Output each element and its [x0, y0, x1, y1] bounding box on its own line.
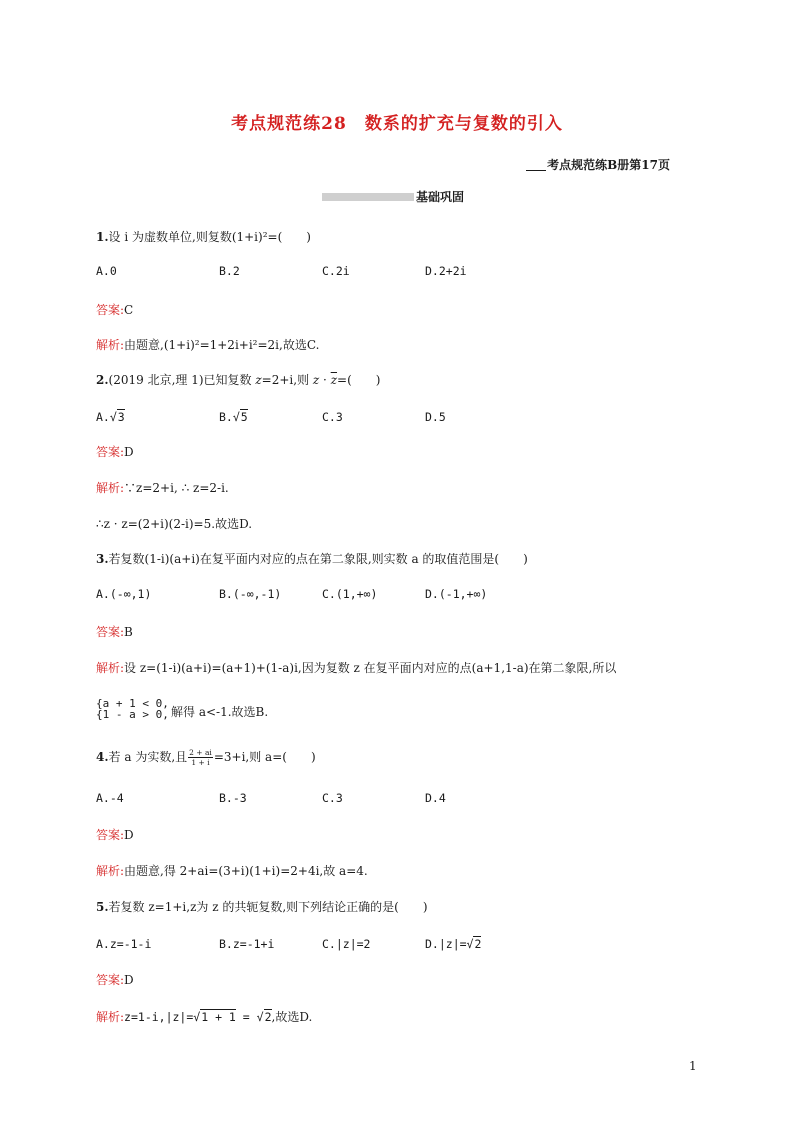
sqrt-sign: √ [193, 1010, 201, 1024]
question-stem: 若复数(1-i)(a+i)在复平面内对应的点在第二象限,则实数 a 的取值范围是( ) [108, 552, 528, 566]
answer-value: C [124, 303, 134, 317]
option-b: B.(-∞,-1) [219, 587, 282, 601]
analysis-label: 解析: [96, 661, 125, 675]
analysis-5 [96, 1008, 312, 1025]
option-d: D.5 [425, 410, 446, 424]
question-number: 5. [96, 900, 109, 914]
option-letter: B. [219, 410, 233, 424]
question-stem: 若复数 z=1+i,z为 z 的共轭复数,则下列结论正确的是( ) [108, 900, 428, 914]
option-c: C.(1,+∞) [322, 587, 378, 601]
question-3 [96, 550, 528, 567]
analysis-label: 解析: [96, 481, 125, 495]
question-number: 2. [96, 373, 109, 387]
answer-label: 答案: [96, 828, 125, 842]
analysis-text: 由题意,得 2+ai=(3+i)(1+i)=2+4i,故 a=4. [124, 864, 368, 878]
radicand: 1 + 1 [201, 1010, 236, 1024]
option-c: C.3 [322, 791, 343, 805]
analysis-label: 解析: [96, 338, 125, 352]
answer-value: B [124, 625, 133, 639]
option-a: A.(-∞,1) [96, 587, 152, 601]
reference-underline [526, 170, 546, 171]
option-a: A.z=-1-i [96, 937, 152, 951]
section-title: 基础巩固 [416, 190, 465, 204]
analysis-1 [96, 336, 319, 353]
system-line-1: {a + 1 < 0, [96, 697, 169, 710]
option-b: B.√5 [219, 410, 248, 424]
question-4 [96, 748, 316, 767]
radicand: 2 [474, 937, 482, 951]
answer-1 [96, 301, 133, 318]
answer-3 [96, 623, 133, 640]
fraction-numerator: 2 + ai [189, 748, 212, 757]
workbook-reference [526, 156, 670, 173]
answer-label: 答案: [96, 303, 125, 317]
fraction [188, 748, 213, 767]
option-c: C.3 [322, 410, 343, 424]
equals-sign: = [235, 1010, 257, 1024]
sqrt-sign: √ [256, 1010, 264, 1024]
option-d: D.(-1,+∞) [425, 587, 488, 601]
option-c: C.|z|=2 [322, 937, 371, 951]
question-1 [96, 228, 311, 245]
analysis-text: 设 z=(1-i)(a+i)=(a+1)+(1-a)i,因为复数 z 在复平面内对应的点(a+1,1-a)在第二象限,所以 [124, 661, 617, 675]
question-number: 1. [96, 230, 109, 244]
question-5 [96, 898, 428, 915]
option-b: B.-3 [219, 791, 247, 805]
reference-text: 考点规范练B册第17页 [547, 158, 670, 172]
analysis-3 [96, 659, 616, 676]
answer-value: D [124, 828, 134, 842]
option-d: D.|z|=√2 [425, 937, 482, 951]
option-b: B.2 [219, 264, 240, 278]
page-title: 考点规范练28 数系的扩充与复数的引入 [231, 114, 563, 134]
question-2: 2.(2019 北京,理 1)已知复数 z=2+i,则 $z \cdot \overline{z}=$( ) [96, 373, 381, 387]
fraction-denominator: 1 + i [191, 758, 210, 767]
option-a: A.√3 [96, 410, 125, 424]
variable-z: z [312, 373, 320, 387]
analysis-conclusion: ,故选D. [271, 1010, 313, 1024]
answer-value: D [124, 973, 134, 987]
question-stem-part: =( ) [337, 373, 381, 387]
analysis-label: 解析: [96, 864, 125, 878]
answer-4 [96, 826, 134, 843]
radicand: 3 [117, 410, 125, 424]
answer-2 [96, 443, 134, 460]
variable-z: z [255, 373, 262, 387]
answer-label: 答案: [96, 625, 125, 639]
question-stem-part: =2+i,则 [261, 373, 310, 387]
question-number: 3. [96, 552, 109, 566]
option-letter: A. [96, 410, 110, 424]
option-b: B.z=-1+i [219, 937, 275, 951]
radicand: 5 [240, 410, 248, 424]
option-d: D.4 [425, 791, 446, 805]
analysis-text: ∵z=2+i, ∴ z=2-i. [124, 481, 229, 495]
analysis-text: z=1-i,|z|= [124, 1010, 194, 1024]
inequality-system [96, 698, 169, 720]
option-c: C.2i [322, 264, 350, 278]
option-a: A.-4 [96, 791, 124, 805]
question-number: 4. [96, 750, 109, 764]
analysis-2-line-2: ∴z · z=(2+i)(2-i)=5.故选D. [96, 517, 253, 531]
conjugate-z: $\overline{z}$ [330, 373, 338, 387]
question-stem-part: (2019 北京,理 1)已知复数 [108, 373, 252, 387]
question-stem-part: 若 a 为实数,且 [108, 750, 188, 764]
analysis-2 [96, 479, 229, 496]
answer-label: 答案: [96, 973, 125, 987]
radicand: 2 [264, 1010, 272, 1024]
page-number: 1 [689, 1059, 697, 1073]
answer-value: D [124, 445, 134, 459]
analysis-4 [96, 862, 368, 879]
analysis-text: 由题意,(1+i)²=1+2i+i²=2i,故选C. [124, 338, 320, 352]
answer-5 [96, 971, 134, 988]
question-stem: 设 i 为虚数单位,则复数(1+i)²=( ) [108, 230, 311, 244]
section-bar [322, 193, 414, 201]
question-stem-part: =3+i,则 a=( ) [213, 750, 316, 764]
option-d: D.2+2i [425, 264, 467, 278]
answer-label: 答案: [96, 445, 125, 459]
analysis-3-result: 解得 a<-1.故选B. [171, 705, 269, 719]
option-a: A.0 [96, 264, 117, 278]
option-text: D.|z|= [425, 937, 467, 951]
analysis-label: 解析: [96, 1010, 125, 1024]
system-line-2: {1 - a > 0, [96, 708, 169, 721]
